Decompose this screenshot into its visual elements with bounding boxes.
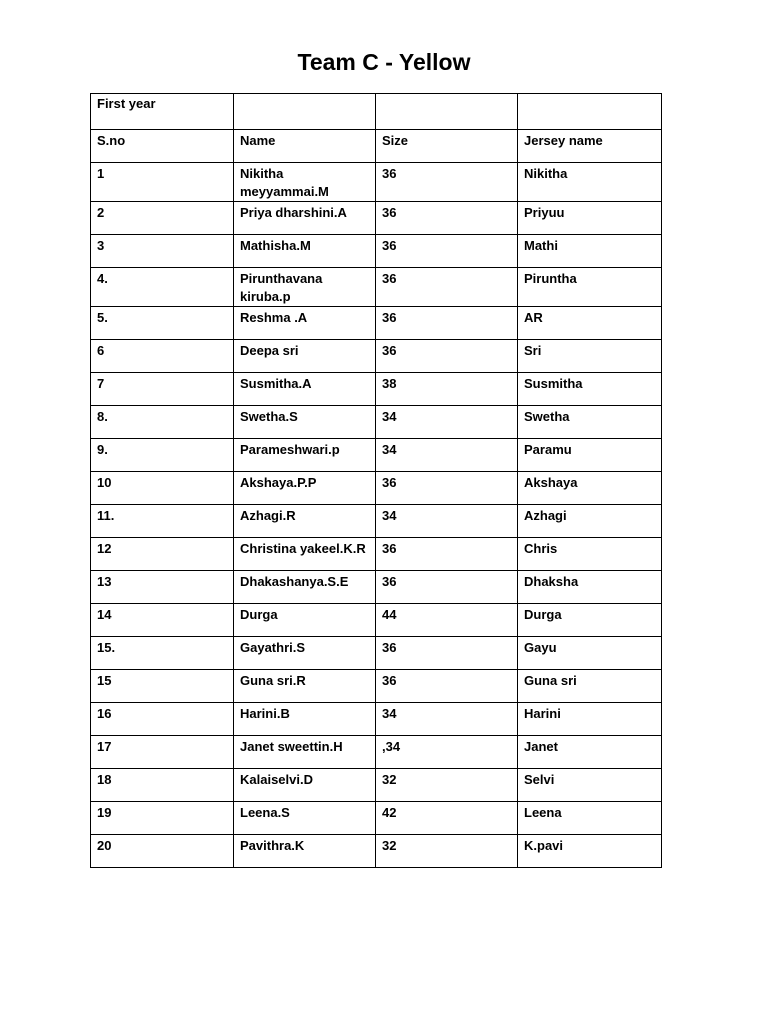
cell-name: Dhakashanya.S.E xyxy=(234,571,376,604)
cell-sno: 15. xyxy=(91,637,234,670)
table-row xyxy=(91,472,662,505)
cell-name: Harini.B xyxy=(234,703,376,736)
table-row xyxy=(91,373,662,406)
table-row xyxy=(91,538,662,571)
cell-jersey-name: K.pavi xyxy=(518,835,662,868)
header-row xyxy=(91,130,662,163)
cell-name: Gayathri.S xyxy=(234,637,376,670)
table-row xyxy=(91,202,662,235)
cell-jersey-name: Swetha xyxy=(518,406,662,439)
cell-jersey-name: Piruntha xyxy=(518,268,662,307)
column-header-jersey-name: Jersey name xyxy=(518,130,662,163)
cell-name: Akshaya.P.P xyxy=(234,472,376,505)
table-row xyxy=(91,802,662,835)
cell-jersey-name: Azhagi xyxy=(518,505,662,538)
cell-name: Swetha.S xyxy=(234,406,376,439)
cell-size: 36 xyxy=(376,538,518,571)
cell-size: 36 xyxy=(376,571,518,604)
column-header-sno: S.no xyxy=(91,130,234,163)
table-row xyxy=(91,769,662,802)
cell-size: 34 xyxy=(376,703,518,736)
cell-size: 36 xyxy=(376,637,518,670)
cell-jersey-name: Janet xyxy=(518,736,662,769)
table-row xyxy=(91,670,662,703)
cell-size: 36 xyxy=(376,235,518,268)
cell-name: Reshma .A xyxy=(234,307,376,340)
column-header-name: Name xyxy=(234,130,376,163)
table-row xyxy=(91,604,662,637)
cell-jersey-name: Priyuu xyxy=(518,202,662,235)
cell-jersey-name: Leena xyxy=(518,802,662,835)
cell-sno: 3 xyxy=(91,235,234,268)
cell-size: 36 xyxy=(376,340,518,373)
table-row xyxy=(91,736,662,769)
table-row xyxy=(91,307,662,340)
cell-name: Pirunthavana kiruba.p xyxy=(234,268,376,307)
cell-name: Mathisha.M xyxy=(234,235,376,268)
cell-sno: 17 xyxy=(91,736,234,769)
roster-table xyxy=(90,93,662,868)
cell-size: 36 xyxy=(376,307,518,340)
page-title: Team C - Yellow xyxy=(297,49,471,75)
cell-sno: 19 xyxy=(91,802,234,835)
cell-jersey-name: Dhaksha xyxy=(518,571,662,604)
cell-size: 34 xyxy=(376,406,518,439)
cell-jersey-name: Nikitha xyxy=(518,163,662,202)
cell-sno: 1 xyxy=(91,163,234,202)
table-row xyxy=(91,703,662,736)
cell-sno: 12 xyxy=(91,538,234,571)
cell-name: Pavithra.K xyxy=(234,835,376,868)
table-row xyxy=(91,505,662,538)
cell-name: Susmitha.A xyxy=(234,373,376,406)
cell-jersey-name: Gayu xyxy=(518,637,662,670)
cell-name: Parameshwari.p xyxy=(234,439,376,472)
table-row xyxy=(91,835,662,868)
cell-name: Nikitha meyyammai.M xyxy=(234,163,376,202)
cell-sno: 16 xyxy=(91,703,234,736)
cell-jersey-name: AR xyxy=(518,307,662,340)
cell-size: 42 xyxy=(376,802,518,835)
cell-sno: 15 xyxy=(91,670,234,703)
cell-sno: 7 xyxy=(91,373,234,406)
cell-size: 36 xyxy=(376,163,518,202)
table-row xyxy=(91,268,662,307)
cell-jersey-name: Harini xyxy=(518,703,662,736)
cell-name: Durga xyxy=(234,604,376,637)
empty-cell xyxy=(234,94,376,130)
table-row xyxy=(91,163,662,202)
empty-cell xyxy=(518,94,662,130)
cell-name: Leena.S xyxy=(234,802,376,835)
empty-cell xyxy=(376,94,518,130)
cell-size: 44 xyxy=(376,604,518,637)
cell-jersey-name: Mathi xyxy=(518,235,662,268)
table-row xyxy=(91,637,662,670)
cell-size: 38 xyxy=(376,373,518,406)
cell-size: 36 xyxy=(376,268,518,307)
cell-size: 36 xyxy=(376,202,518,235)
cell-sno: 4. xyxy=(91,268,234,307)
cell-size: 36 xyxy=(376,670,518,703)
cell-name: Deepa sri xyxy=(234,340,376,373)
cell-name: Azhagi.R xyxy=(234,505,376,538)
cell-jersey-name: Sri xyxy=(518,340,662,373)
cell-jersey-name: Chris xyxy=(518,538,662,571)
cell-name: Kalaiselvi.D xyxy=(234,769,376,802)
table-row xyxy=(91,340,662,373)
cell-jersey-name: Selvi xyxy=(518,769,662,802)
cell-jersey-name: Paramu xyxy=(518,439,662,472)
cell-jersey-name: Susmitha xyxy=(518,373,662,406)
section-label: First year xyxy=(91,94,234,130)
cell-sno: 8. xyxy=(91,406,234,439)
cell-sno: 9. xyxy=(91,439,234,472)
cell-size: 36 xyxy=(376,472,518,505)
cell-size: 32 xyxy=(376,769,518,802)
column-header-size: Size xyxy=(376,130,518,163)
cell-sno: 14 xyxy=(91,604,234,637)
cell-sno: 13 xyxy=(91,571,234,604)
cell-name: Christina yakeel.K.R xyxy=(234,538,376,571)
table-row xyxy=(91,406,662,439)
cell-sno: 20 xyxy=(91,835,234,868)
cell-sno: 11. xyxy=(91,505,234,538)
cell-sno: 2 xyxy=(91,202,234,235)
cell-sno: 6 xyxy=(91,340,234,373)
table-row xyxy=(91,439,662,472)
cell-sno: 10 xyxy=(91,472,234,505)
cell-sno: 5. xyxy=(91,307,234,340)
cell-name: Guna sri.R xyxy=(234,670,376,703)
cell-name: Priya dharshini.A xyxy=(234,202,376,235)
cell-sno: 18 xyxy=(91,769,234,802)
cell-name: Janet sweettin.H xyxy=(234,736,376,769)
cell-jersey-name: Guna sri xyxy=(518,670,662,703)
cell-size: 34 xyxy=(376,439,518,472)
cell-size: 32 xyxy=(376,835,518,868)
table-row xyxy=(91,235,662,268)
cell-jersey-name: Durga xyxy=(518,604,662,637)
section-row xyxy=(91,94,662,130)
table-row xyxy=(91,571,662,604)
cell-jersey-name: Akshaya xyxy=(518,472,662,505)
cell-size: ,34 xyxy=(376,736,518,769)
cell-size: 34 xyxy=(376,505,518,538)
